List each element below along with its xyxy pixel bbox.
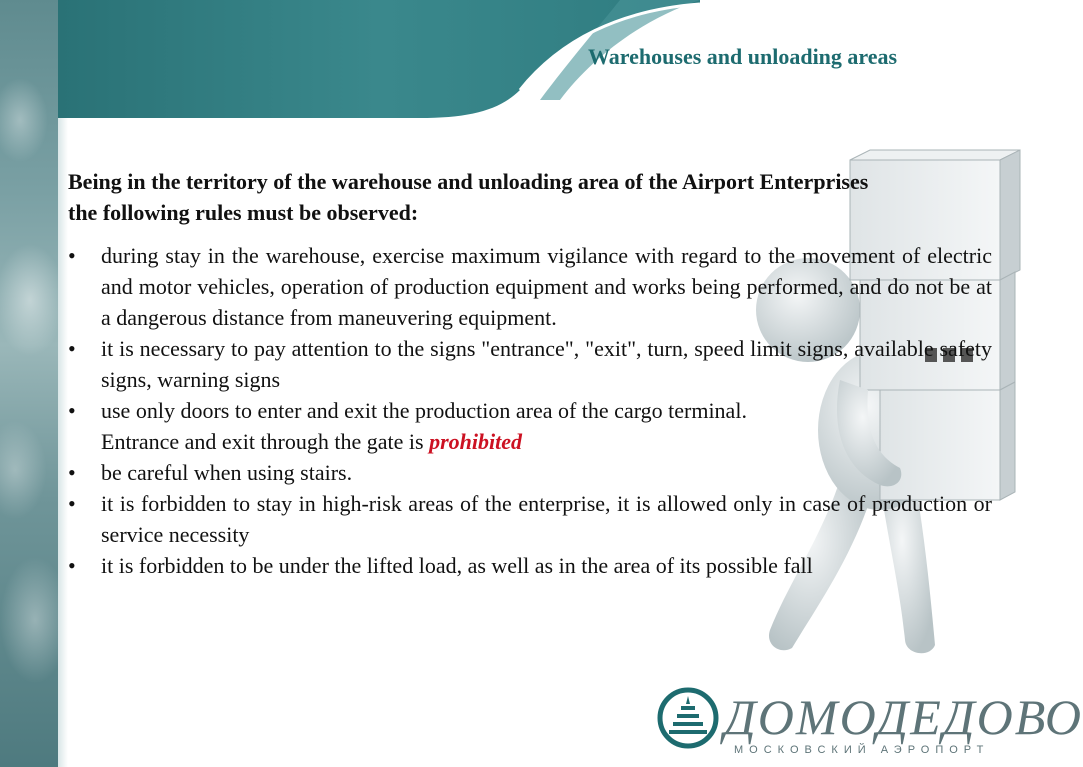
rule-continuation bbox=[101, 426, 992, 457]
bullet-icon: • bbox=[68, 243, 76, 268]
rules-list bbox=[68, 240, 992, 581]
domodedovo-logo bbox=[656, 684, 1083, 764]
rule-text: it is necessary to pay attention to the signs "entrance", "exit", turn, speed limit signs, available safety signs, warning signs bbox=[101, 336, 992, 392]
rule-item bbox=[68, 395, 992, 457]
rule-text: it is forbidden to stay in high-risk areas of the enterprise, it is allowed only in case of production or service necessity bbox=[101, 491, 992, 547]
rule-text: be careful when using stairs. bbox=[101, 460, 353, 485]
logo-wordmark: ДОМОДЕДОВО bbox=[724, 689, 1083, 745]
intro-text: Being in the territory of the warehouse and unloading area of the Airport Enterprises the following rules must be observed: bbox=[68, 169, 869, 225]
bullet-icon: • bbox=[68, 460, 76, 485]
rule-text: during stay in the warehouse, exercise maximum vigilance with regard to the movement of electric and motor vehicles, operation of production equipment and works being performed, and do not be at a dangerous distance from maneuvering equipment. bbox=[101, 243, 992, 330]
bullet-icon: • bbox=[68, 553, 76, 578]
bullet-icon: • bbox=[68, 336, 76, 361]
domodedovo-logo-icon bbox=[656, 684, 720, 756]
rule-item bbox=[68, 550, 992, 581]
slide-content bbox=[68, 166, 992, 581]
rule-item bbox=[68, 457, 992, 488]
bullet-icon: • bbox=[68, 491, 76, 516]
rule-text: it is forbidden to be under the lifted load, as well as in the area of its possible fall bbox=[101, 553, 813, 578]
prohibited-emphasis: prohibited bbox=[429, 429, 522, 454]
rule-continuation-text: Entrance and exit through the gate is bbox=[101, 429, 430, 454]
rule-item bbox=[68, 488, 992, 550]
rule-text: use only doors to enter and exit the production area of the cargo terminal. bbox=[101, 398, 747, 423]
slide-title: Warehouses and unloading areas bbox=[588, 44, 898, 69]
bullet-icon: • bbox=[68, 398, 76, 423]
rule-item bbox=[68, 240, 992, 333]
logo-subtitle: МОСКОВСКИЙ АЭРОПОРТ bbox=[734, 744, 990, 756]
rule-item bbox=[68, 333, 992, 395]
